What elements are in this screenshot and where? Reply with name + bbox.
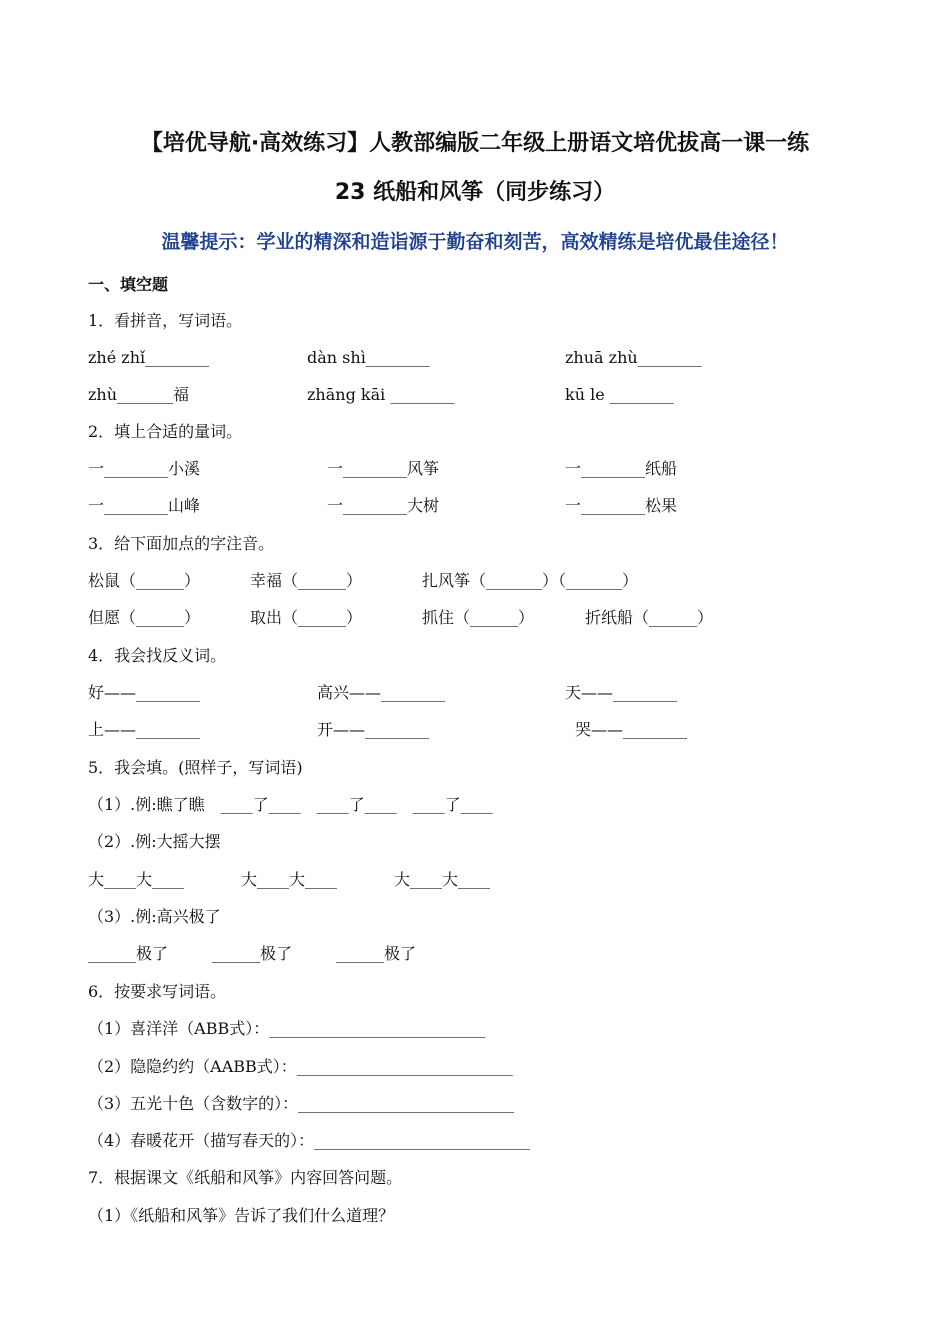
q4-item[interactable]: 开——________ xyxy=(317,720,430,739)
q5-sub3-item[interactable]: ______极了 xyxy=(212,944,293,963)
question-7-prompt: 7．根据课文《纸船和风筝》内容回答问题。 xyxy=(88,1168,403,1187)
q2-item[interactable]: 一________风筝 xyxy=(327,459,440,478)
lesson-title: 23 纸船和风筝（同步练习） xyxy=(334,180,616,205)
q3-item[interactable]: 松鼠（______） xyxy=(88,571,201,590)
question-5-prompt: 5．我会填。(照样子，写词语) xyxy=(88,758,303,777)
q5-sub2-item[interactable]: 大____大____ xyxy=(241,870,338,889)
q1-item[interactable]: zhù_______福 xyxy=(88,385,190,404)
q5-sub3-item[interactable]: ______极了 xyxy=(88,944,169,963)
question-6-prompt: 6．按要求写词语。 xyxy=(88,982,227,1001)
section-heading: 一、填空题 xyxy=(88,275,169,294)
q4-item[interactable]: 高兴——________ xyxy=(317,683,446,702)
q3-item[interactable]: 幸福（______） xyxy=(250,571,363,590)
q7-sub1: （1）《纸船和风筝》告诉了我们什么道理？ xyxy=(88,1206,395,1225)
q5-sub3-example: （3）.例:高兴极了 xyxy=(88,907,221,926)
worksheet-title: 【培优导航·高效练习】人教部编版二年级上册语文培优拔高一课一练 xyxy=(140,131,810,156)
q6-item[interactable]: （1）喜洋洋（ABB式）：___________________________ xyxy=(88,1019,486,1038)
q3-item[interactable]: 取出（______） xyxy=(250,608,363,627)
q4-item[interactable]: 天——________ xyxy=(565,683,678,702)
q5-sub3-item[interactable]: ______极了 xyxy=(336,944,417,963)
q4-item[interactable]: 好——________ xyxy=(88,683,201,702)
q5-sub2-item[interactable]: 大____大____ xyxy=(88,870,185,889)
q3-item[interactable]: 抓住（______） xyxy=(422,608,535,627)
q5-sub1[interactable]: （1）.例:瞧了瞧 ____了____ ____了____ ____了____ xyxy=(88,795,493,814)
q1-item[interactable]: kū le ________ xyxy=(565,385,674,404)
q1-item[interactable]: zhāng kāi ________ xyxy=(307,385,455,404)
q3-item[interactable]: 折纸船（______） xyxy=(585,608,714,627)
q2-item[interactable]: 一________大树 xyxy=(327,496,440,515)
question-3-prompt: 3．给下面加点的字注音。 xyxy=(88,534,275,553)
q5-sub2-example: （2）.例:大摇大摆 xyxy=(88,832,221,851)
tip-text: 温馨提示：学业的精深和造诣源于勤奋和刻苦，高效精练是培优最佳途径！ xyxy=(161,231,789,253)
question-1-prompt: 1．看拼音，写词语。 xyxy=(88,311,243,330)
q6-item[interactable]: （4）春暖花开（描写春天的）：___________________________ xyxy=(88,1131,531,1150)
q2-item[interactable]: 一________纸船 xyxy=(565,459,678,478)
q2-item[interactable]: 一________小溪 xyxy=(88,459,201,478)
q6-item[interactable]: （2）隐隐约约（AABB式）：___________________________ xyxy=(88,1057,513,1076)
q5-sub2-item[interactable]: 大____大____ xyxy=(394,870,491,889)
q1-item[interactable]: dàn shì________ xyxy=(307,348,430,367)
q6-item[interactable]: （3）五光十色（含数字的）：___________________________ xyxy=(88,1094,515,1113)
question-2-prompt: 2．填上合适的量词。 xyxy=(88,422,243,441)
q3-item[interactable]: 扎风筝（_______）（_______） xyxy=(422,571,639,590)
q4-item[interactable]: 上——________ xyxy=(88,720,201,739)
question-4-prompt: 4．我会找反义词。 xyxy=(88,646,227,665)
q2-item[interactable]: 一________松果 xyxy=(565,496,678,515)
q4-item[interactable]: 哭——________ xyxy=(575,720,688,739)
q1-item[interactable]: zhuā zhù________ xyxy=(565,348,702,367)
q2-item[interactable]: 一________山峰 xyxy=(88,496,201,515)
q1-item[interactable]: zhé zhǐ________ xyxy=(88,348,210,367)
q3-item[interactable]: 但愿（______） xyxy=(88,608,201,627)
